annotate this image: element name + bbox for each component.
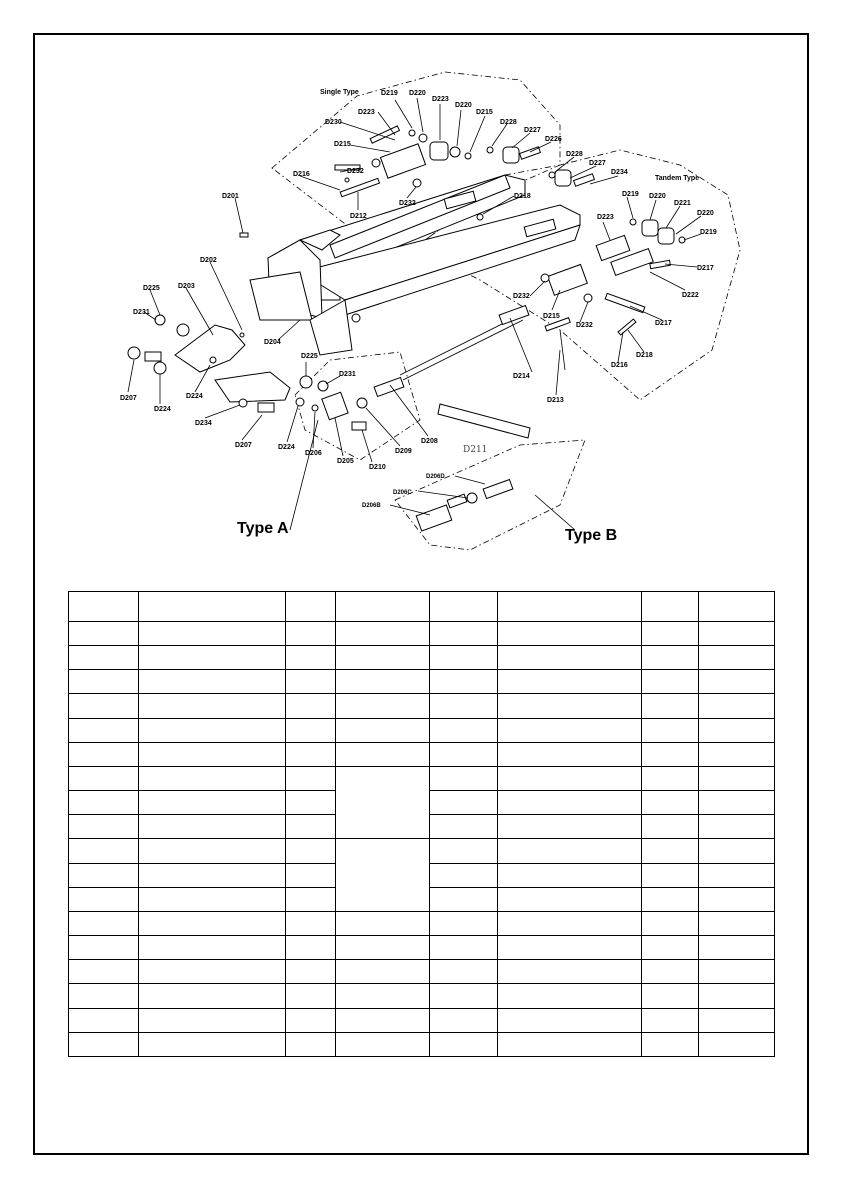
label-D232c: D232 <box>513 293 530 300</box>
label-D222: D222 <box>682 292 699 299</box>
label-D206: D206 <box>305 450 322 457</box>
label-D232a: D232 <box>347 168 364 175</box>
label-D216b: D216 <box>611 362 628 369</box>
label-D209: D209 <box>395 448 412 455</box>
label-D223c: D223 <box>597 214 614 221</box>
table-row <box>69 766 775 790</box>
label-type-a: Type A <box>237 520 289 537</box>
label-D215c: D215 <box>543 313 560 320</box>
label-D215a: D215 <box>334 141 351 148</box>
label-D206B: D206B <box>362 503 381 509</box>
label-D215b: D215 <box>476 109 493 116</box>
label-D230: D230 <box>325 119 342 126</box>
label-D206C: D206C <box>393 490 412 496</box>
label-D225b: D225 <box>301 353 318 360</box>
table-row <box>69 646 775 670</box>
label-D219b: D219 <box>622 191 639 198</box>
label-D204: D204 <box>264 339 281 346</box>
label-D212: D212 <box>350 213 367 220</box>
table-row <box>69 742 775 766</box>
label-D219c: D219 <box>700 229 717 236</box>
label-D216a: D216 <box>293 171 310 178</box>
label-single-type: Single Type <box>320 89 359 96</box>
label-D214: D214 <box>513 373 530 380</box>
label-D227b: D227 <box>589 160 606 167</box>
parts-list-table <box>68 591 775 1057</box>
label-D210: D210 <box>369 464 386 471</box>
label-D223a: D223 <box>358 109 375 116</box>
label-D221: D221 <box>674 200 691 207</box>
table-row <box>69 670 775 694</box>
label-type-b: Type B <box>565 527 618 544</box>
label-D219a: D219 <box>381 90 398 97</box>
label-D220c: D220 <box>649 193 666 200</box>
tandem-type-rollers <box>499 170 685 370</box>
table-row <box>69 936 775 960</box>
table-row <box>69 984 775 1008</box>
table-row <box>69 1008 775 1032</box>
table-row <box>69 839 775 863</box>
table-row <box>69 911 775 935</box>
label-D234a: D234 <box>195 420 212 427</box>
label-D205: D205 <box>337 458 354 465</box>
label-D217b: D217 <box>655 320 672 327</box>
label-D224c: D224 <box>278 444 295 451</box>
table-row <box>69 622 775 646</box>
label-D217a: D217 <box>697 265 714 272</box>
label-D227a: D227 <box>524 127 541 134</box>
label-D202: D202 <box>200 257 217 264</box>
label-D201: D201 <box>222 193 239 200</box>
label-tandem-type: Tandem Type <box>655 175 700 182</box>
label-D231b: D231 <box>339 371 356 378</box>
label-D232d: D232 <box>576 322 593 329</box>
label-D228b: D228 <box>566 151 583 158</box>
type-b-parts <box>416 480 513 531</box>
label-D232b: D232 <box>399 200 416 207</box>
label-D218b: D218 <box>636 352 653 359</box>
label-D207: D207 <box>120 395 137 402</box>
label-D220b: D220 <box>455 102 472 109</box>
label-D207b: D207 <box>235 442 252 449</box>
label-D234b: D234 <box>611 169 628 176</box>
label-D220a: D220 <box>409 90 426 97</box>
label-D224a: D224 <box>154 406 171 413</box>
table-row <box>69 694 775 718</box>
label-D213: D213 <box>547 397 564 404</box>
label-D220d: D220 <box>697 210 714 217</box>
label-D211: D211 <box>463 445 488 455</box>
label-D203: D203 <box>178 283 195 290</box>
label-D206D: D206D <box>426 474 445 480</box>
label-D208: D208 <box>421 438 438 445</box>
table-row <box>69 960 775 984</box>
table-row <box>69 718 775 742</box>
label-D218a: D218 <box>514 193 531 200</box>
label-D223b: D223 <box>432 96 449 103</box>
label-D226: D226 <box>545 136 562 143</box>
table-row <box>69 1032 775 1056</box>
label-D224b: D224 <box>186 393 203 400</box>
label-D228a: D228 <box>500 119 517 126</box>
label-D225a: D225 <box>143 285 160 292</box>
table-header-row <box>69 592 775 622</box>
label-D231a: D231 <box>133 309 150 316</box>
